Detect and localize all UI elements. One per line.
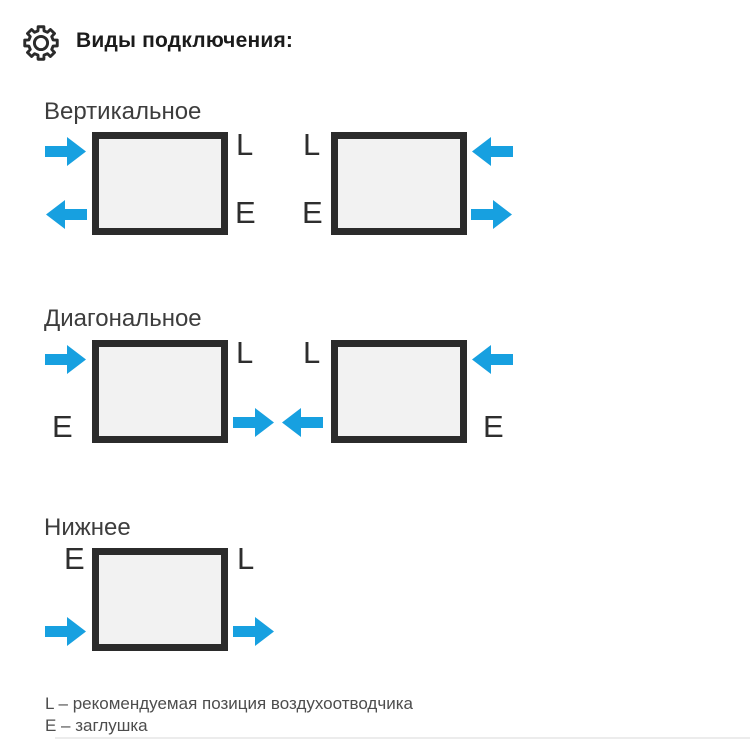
- flow-arrow-right-icon: [45, 344, 87, 375]
- flow-arrow-right-icon: [471, 199, 513, 230]
- radiator-rect: [92, 340, 228, 443]
- radiator-rect: [92, 548, 228, 651]
- port-label-l: L: [236, 335, 254, 370]
- legend-line-l: L – рекомендуемая позиция воздухоотводчика: [45, 694, 413, 713]
- section-title-vertical: Вертикальное: [44, 98, 202, 125]
- flow-arrow-left-icon: [471, 136, 513, 167]
- flow-arrow-right-icon: [233, 407, 275, 438]
- flow-arrow-right-icon: [233, 616, 275, 647]
- radiator-rect: [331, 340, 467, 443]
- flow-arrow-left-icon: [281, 407, 323, 438]
- port-label-l: L: [237, 541, 255, 576]
- flow-arrow-right-icon: [45, 136, 87, 167]
- gear-icon: [21, 23, 61, 63]
- radiator-rect: [331, 132, 467, 235]
- page-title: Виды подключения:: [76, 29, 294, 52]
- legend-line-e: E – заглушка: [45, 716, 148, 735]
- flow-arrow-right-icon: [45, 616, 87, 647]
- flow-arrow-left-icon: [45, 199, 87, 230]
- port-label-e: E: [235, 195, 256, 230]
- flow-arrow-left-icon: [471, 344, 513, 375]
- port-label-l: L: [303, 335, 321, 370]
- section-title-diagonal: Диагональное: [44, 305, 202, 332]
- port-label-e: E: [64, 541, 85, 576]
- radiator-rect: [92, 132, 228, 235]
- port-label-l: L: [236, 127, 254, 162]
- section-title-bottom: Нижнее: [44, 514, 131, 541]
- port-label-e: E: [302, 195, 323, 230]
- bottom-divider: [55, 737, 750, 739]
- port-label-e: E: [52, 409, 73, 444]
- port-label-l: L: [303, 127, 321, 162]
- port-label-e: E: [483, 409, 504, 444]
